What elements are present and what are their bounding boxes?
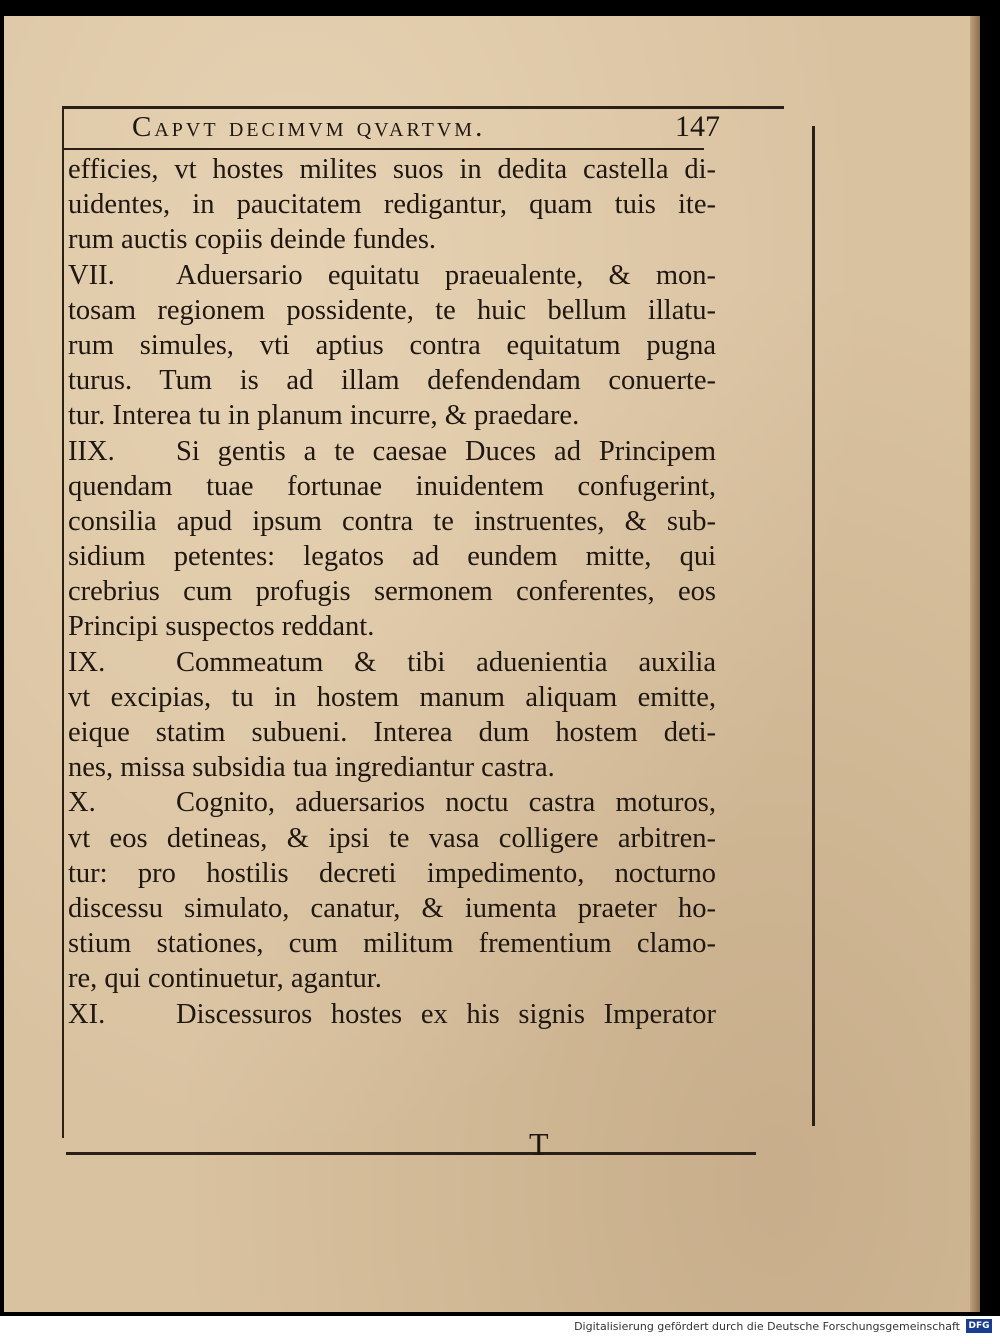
footer-bar [0, 1316, 1000, 1336]
header-title: Capvt decimvm qvartvm. [132, 111, 486, 143]
dfg-logo: DFG [966, 1319, 992, 1333]
text-line: turus. Tum is ad illam defendendam conuerte- [68, 365, 716, 397]
text-line: tosam regionem possidente, te huic bellum illatu- [68, 294, 716, 326]
text-line [68, 645, 716, 680]
paragraph-number: VII. [68, 259, 115, 291]
text-line: re, qui continuetur, agantur. [68, 963, 382, 995]
text-line: crebrius cum profugis sermonem conferentes, eos [68, 576, 716, 608]
line-text: Si gentis a te caesae Duces ad Principem [176, 435, 716, 467]
page-number: 147 [675, 110, 720, 143]
running-header [132, 110, 720, 144]
text-line: discessu simulato, canatur, & iumenta praeter ho- [68, 892, 716, 924]
text-line: uidentes, in paucitatem redigantur, quam tuis ite- [68, 189, 716, 221]
frame-right-rule [812, 126, 815, 1126]
text-line: Principi suspectos reddant. [68, 611, 375, 643]
text-line: tur: pro hostilis decreti impedimento, nocturno [68, 857, 716, 889]
text-line: rum auctis copiis deinde fundes. [68, 224, 437, 256]
text-line [68, 785, 716, 820]
text-line: sidium petentes: legatos ad eundem mitte, qui [68, 541, 716, 573]
paragraph-number: IX. [68, 646, 106, 678]
text-line: consilia apud ipsum contra te instruentes, & sub- [68, 505, 716, 537]
paragraph-number: XI. [68, 998, 106, 1030]
text-line [68, 997, 716, 1032]
line-text: Aduersario equitatu praeualente, & mon- [176, 259, 716, 291]
text-line: nes, missa subsidia tua ingrediantur castra. [68, 752, 555, 784]
line-text: Commeatum & tibi aduenientia auxilia [176, 646, 716, 678]
text-line [68, 258, 716, 293]
signature-mark: T [529, 1126, 549, 1162]
text-line: tur. Interea tu in planum incurre, & praedare. [68, 400, 580, 432]
text-line: efficies, vt hostes milites suos in dedita castella di- [68, 154, 716, 185]
frame-left-rule [62, 108, 64, 1138]
text-line [68, 434, 716, 469]
frame-top-rule [62, 106, 784, 109]
paragraph-number: X. [68, 787, 96, 819]
paragraph-number: IIX. [68, 435, 115, 467]
text-line: eique statim subueni. Interea dum hostem deti- [68, 717, 716, 748]
text-line: stium stationes, cum militum frementium clamo- [68, 928, 716, 960]
line-text: Discessuros hostes ex his signis Imperator [176, 998, 716, 1030]
body-text [68, 152, 716, 1032]
page-edge [970, 16, 980, 1312]
footer-credit: Digitalisierung gefördert durch die Deutsche Forschungsgemeinschaft [574, 1319, 960, 1333]
text-line: rum simules, vti aptius contra equitatum pugna [68, 329, 716, 361]
line-text: Cognito, aduersarios noctu castra moturos, [176, 787, 716, 819]
frame-bottom-rule [66, 1152, 756, 1155]
header-rule [64, 148, 704, 150]
text-line: vt eos detineas, & ipsi te vasa colligere arbitren- [68, 822, 716, 854]
text-line: quendam tuae fortunae inuidentem confugerint, [68, 470, 716, 502]
text-line: vt excipias, tu in hostem manum aliquam emitte, [68, 681, 716, 713]
